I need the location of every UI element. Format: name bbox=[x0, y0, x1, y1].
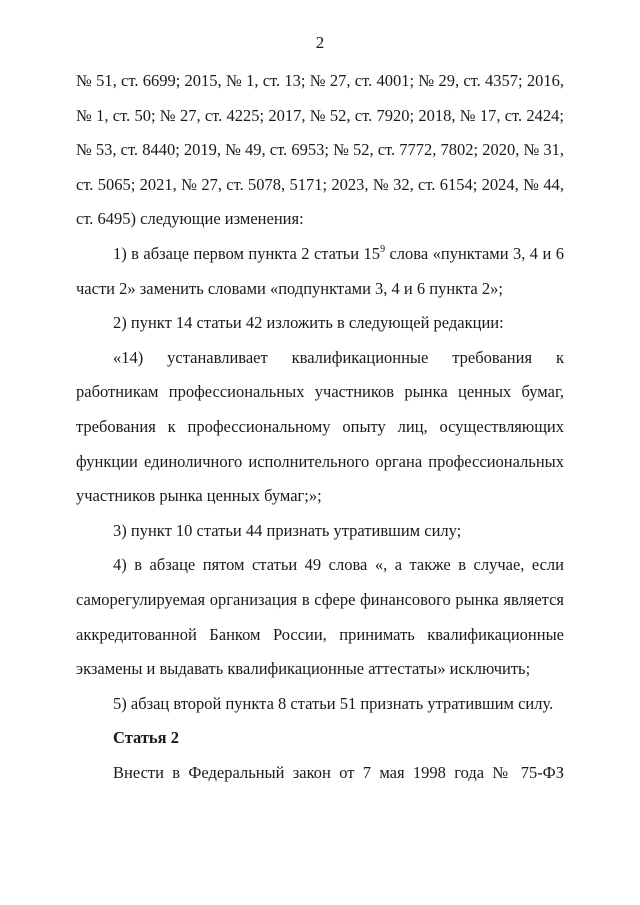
paragraph-amendment-5: 5) абзац второй пункта 8 статьи 51 признать утратившим силу. bbox=[113, 693, 554, 713]
superscript-article-index: 9 bbox=[380, 243, 386, 255]
paragraph-citations: № 51, ст. 6699; 2015, № 1, ст. 13; № 27, ст. 4001; № 29, ст. 4357; 2016, № 1, ст. 50; № 27, ст. 4225; 2017, № 52, ст. 7920; 2018, № 17, ст. 2424; № 53, ст. 8440; 2019, № 49, ст. 6953; № 52, ст. 7772, 7802; 2020, № 31, ст. 5065; 2021, № 27, ст. 5078, 5171; 2023, № 32, ст. 6154; 2024, № 44, ст. 6495) следующие изменения: bbox=[76, 71, 564, 229]
paragraph-new-wording: «14) устанавливает квалификационные требования к работникам профессиональных участников рынка ценных бумаг, требования к профессиональному опыту лиц, осуществляющих функции единоличного исполнительного органа профессиональных участников рынка ценных бумаг;»; bbox=[76, 347, 564, 506]
page-number: 2 bbox=[315, 33, 325, 52]
amendment-1-text-end: слова «пунктами 3, 4 и 6 части 2» заменить словами «подпунктами 3, 4 и 6 пункта 2»; bbox=[76, 243, 564, 298]
article-heading: Статья 2 bbox=[113, 728, 179, 748]
paragraph-article-2-start: Внести в Федеральный закон от 7 мая 1998 года № 75-ФЗ bbox=[113, 762, 564, 782]
paragraph-amendment-2: 2) пункт 14 статьи 42 изложить в следующей редакции: bbox=[113, 313, 504, 333]
paragraph-amendment-1 bbox=[76, 237, 564, 306]
document-body bbox=[76, 64, 564, 790]
paragraph-amendment-4: 4) в абзаце пятом статьи 49 слова «, а также в случае, если саморегулируемая организация в сфере финансового рынка является аккредитованной Банком России, принимать квалификационные экзамены и выдавать квалификационные аттестаты» исключить; bbox=[76, 555, 564, 679]
amendment-1-text-start: 1) в абзаце первом пункта 2 статьи 15 bbox=[113, 243, 381, 263]
paragraph-amendment-3: 3) пункт 10 статьи 44 признать утратившим силу; bbox=[113, 520, 462, 540]
